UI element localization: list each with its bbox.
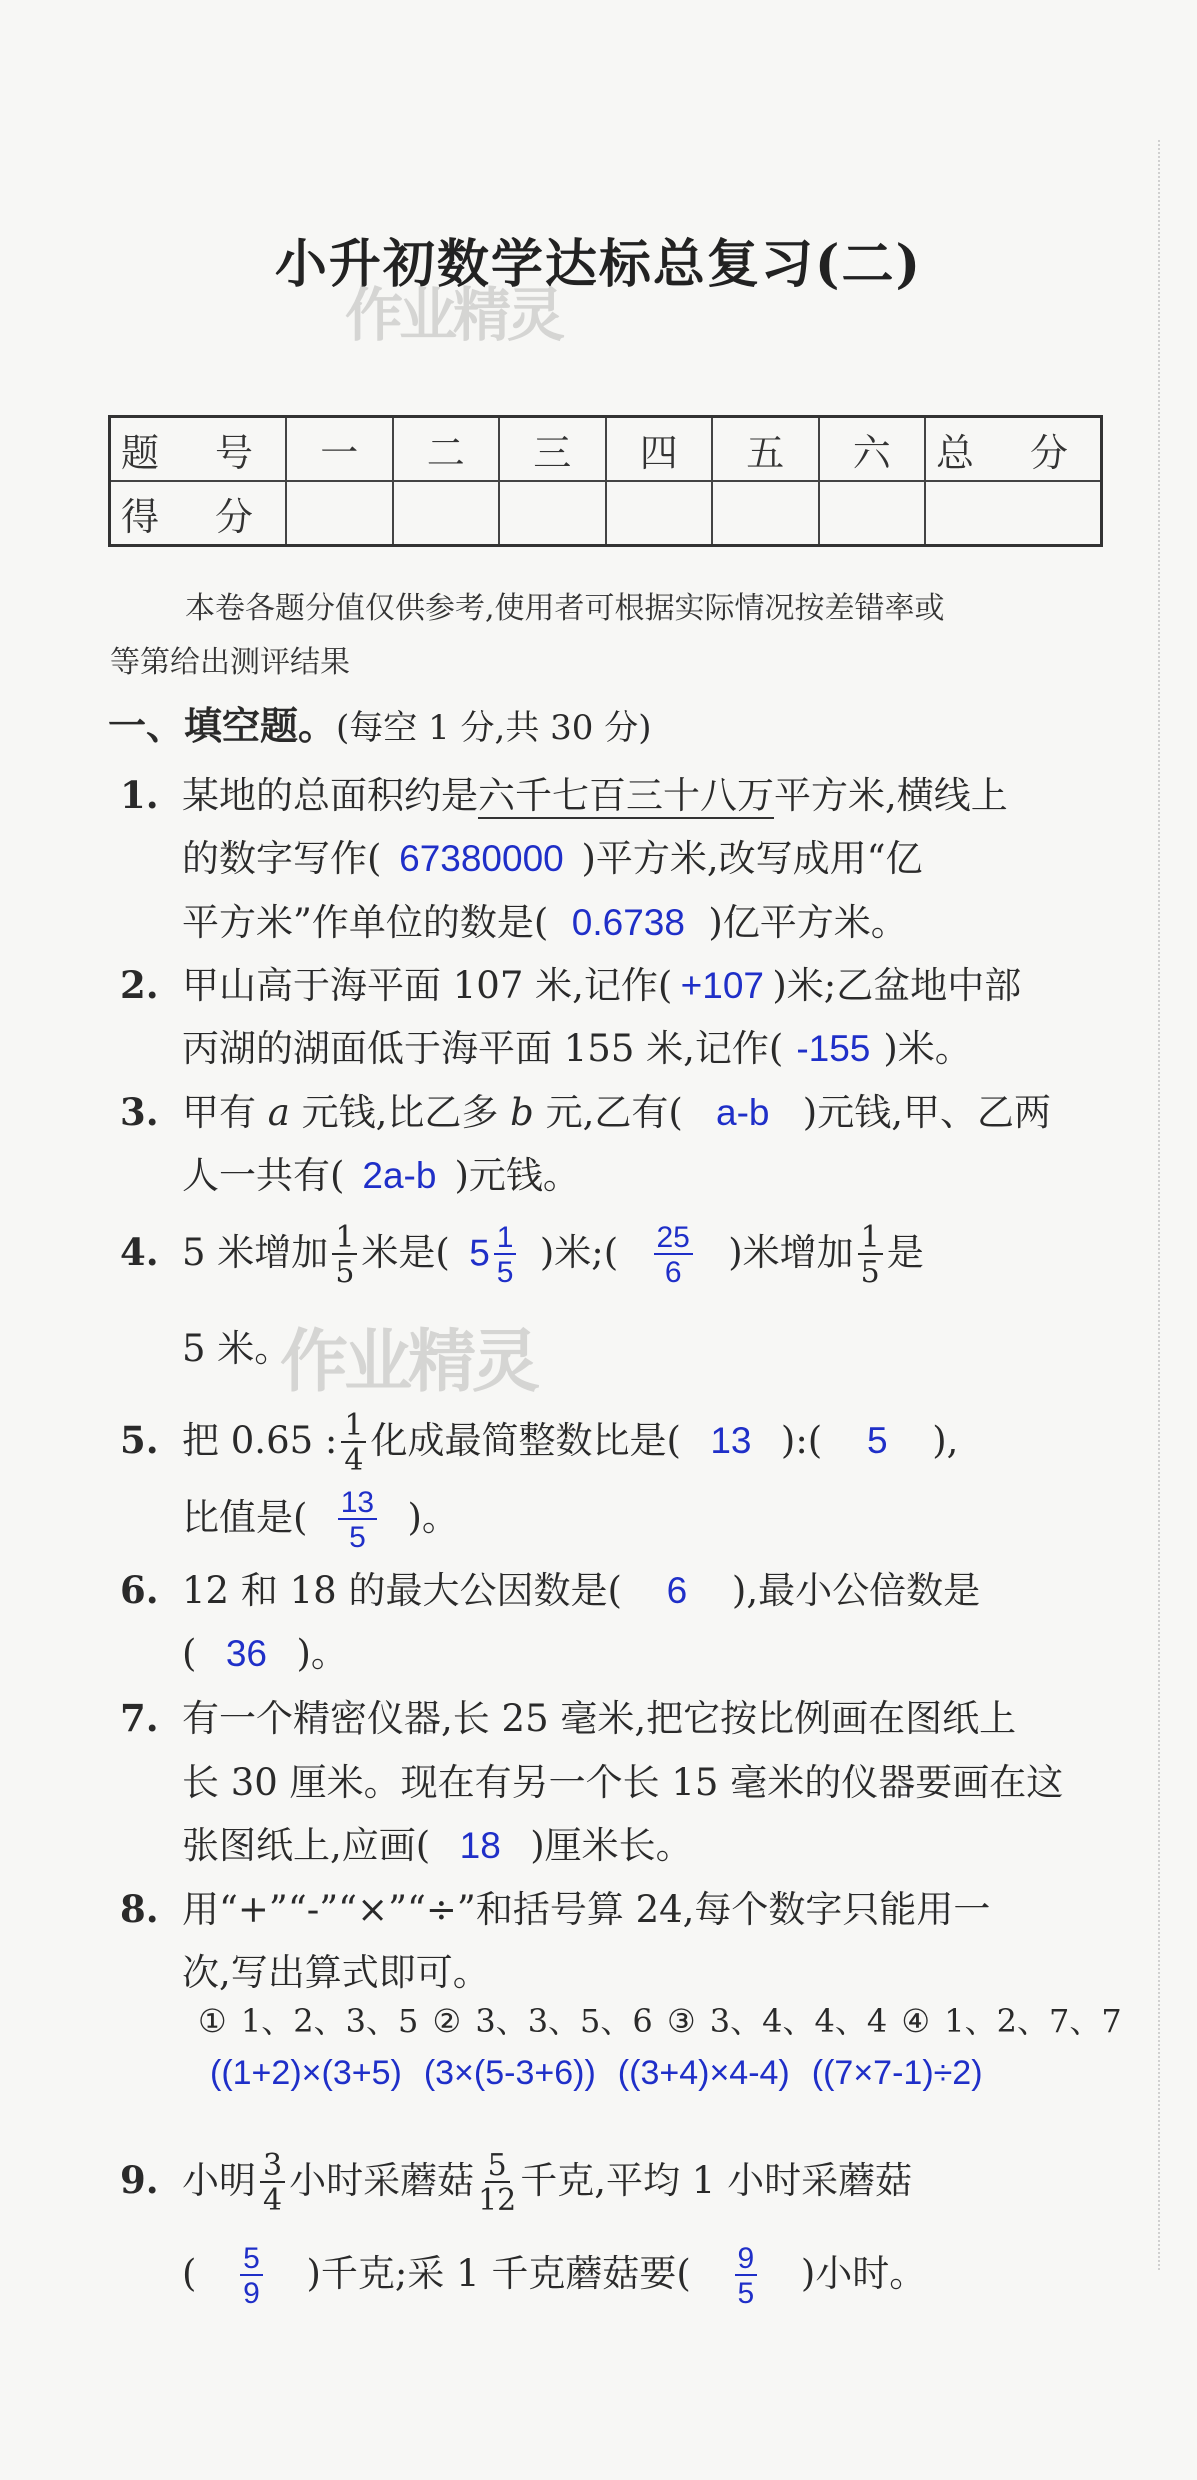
section-scoring: (每空 1 分,共 30 分)	[336, 708, 652, 748]
answer: ((7×7-1)÷2)	[811, 2054, 983, 2092]
note-line: 本卷各题分值仅供参考,使用者可根据实际情况按差错率或	[185, 591, 945, 626]
fraction	[338, 1485, 377, 1554]
numerator: 5	[485, 2151, 510, 2183]
question-text: 元钱,比乙多	[301, 1091, 499, 1134]
question-text: 元,乙有(	[545, 1091, 683, 1134]
answer: -155	[796, 1028, 871, 1069]
answer: 13	[710, 1420, 752, 1461]
question-number: 8.	[120, 1887, 159, 1931]
question-5	[120, 1410, 958, 1476]
question-line	[182, 2243, 926, 2309]
table-cell: 五	[712, 417, 819, 482]
answer: 6	[666, 1570, 688, 1611]
table-cell: 二	[393, 417, 500, 482]
question-text: (	[182, 1632, 197, 1675]
table-cell: 一	[286, 417, 393, 482]
question-number: 5.	[120, 1418, 159, 1462]
numerator: 3	[260, 2151, 285, 2183]
question-text: )厘米长。	[530, 1824, 693, 1867]
question-text: )米;(	[539, 1231, 619, 1274]
denominator: 5	[860, 1255, 880, 1290]
instruction-note	[110, 578, 1110, 640]
page-edge-divider	[1158, 140, 1160, 2270]
question-text: )平方米,改写成用“亿	[581, 837, 923, 880]
denominator: 5	[496, 1255, 514, 1289]
question-text: )米;乙盆地中部	[772, 964, 1022, 1007]
question-text: )米。	[883, 1027, 972, 1070]
question-text: )元钱。	[454, 1154, 580, 1197]
question-4	[120, 1222, 924, 1288]
denominator: 4	[263, 2183, 283, 2218]
question-text: )米增加	[728, 1231, 854, 1274]
question-text: (	[182, 2252, 197, 2295]
section-title: 一、填空题。	[108, 703, 337, 748]
question-line	[182, 1145, 580, 1199]
question-line	[182, 1487, 459, 1553]
answer: ((1+2)×(3+5)	[210, 2054, 402, 2092]
question-2	[120, 955, 1021, 1009]
numerator: 1	[341, 1411, 366, 1443]
question-number: 1.	[120, 773, 159, 817]
numerator: 25	[654, 1223, 693, 1255]
question-text: 比值是(	[182, 1496, 308, 1539]
question-text: 平方米”作单位的数是(	[182, 901, 549, 944]
instruction-note	[110, 632, 1110, 694]
question-text: 千克,平均 1 小时采蘑菇	[520, 2159, 913, 2202]
answer: 36	[225, 1633, 268, 1674]
question-text: 是	[886, 1231, 924, 1274]
question-9	[120, 2150, 912, 2216]
fraction	[494, 1220, 517, 1289]
denominator: 6	[664, 1255, 682, 1289]
numerator: 1	[858, 1223, 883, 1255]
numerator: 5	[240, 2244, 263, 2276]
answer: +107	[680, 965, 765, 1006]
question-text: 用“+”“-”“×”“÷”和括号算 24,每个数字只能用一	[182, 1888, 991, 1931]
section-heading	[108, 695, 651, 750]
denominator: 9	[243, 2276, 260, 2310]
answer	[618, 1220, 728, 1289]
question-text: 米是(	[361, 1231, 450, 1274]
question-text: 甲有	[182, 1091, 256, 1134]
question-line	[182, 828, 923, 882]
question-text: 张图纸上,应画(	[182, 1824, 431, 1867]
question-text: ):(	[780, 1419, 823, 1462]
question-line	[182, 1815, 693, 1869]
score-cell[interactable]	[606, 481, 713, 546]
answer: 2a-b	[362, 1155, 437, 1196]
fraction	[260, 2148, 285, 2218]
question-number: 4.	[120, 1230, 159, 1274]
question-3	[120, 1082, 1051, 1136]
question-line	[182, 1942, 490, 1996]
numerator: 1	[332, 1223, 357, 1255]
note-line: 等第给出测评结果	[110, 645, 350, 680]
table-cell: 题 号	[110, 417, 287, 482]
question-text: )。	[407, 1496, 459, 1539]
table-cell: 四	[606, 417, 713, 482]
question-text: 长 30 厘米。现在有另一个长 15 毫米的仪器要画在这	[182, 1761, 1064, 1804]
question-6	[120, 1560, 980, 1614]
score-cell[interactable]	[393, 481, 500, 546]
answer: 5	[866, 1420, 888, 1461]
table-cell: 六	[819, 417, 926, 482]
score-cell[interactable]	[286, 481, 393, 546]
denominator: 5	[335, 1255, 355, 1290]
score-cell[interactable]	[925, 481, 1102, 546]
question-7	[120, 1688, 1016, 1742]
question-text: 某地的总面积约是	[182, 774, 478, 817]
answer: a-b	[716, 1092, 770, 1133]
answer: 18	[459, 1825, 501, 1866]
question-text: 5 米增加	[182, 1231, 329, 1274]
answer: 0.6738	[571, 902, 685, 943]
score-cell[interactable]	[499, 481, 606, 546]
question-text: 把 0.65 :	[182, 1419, 338, 1462]
numerator: 13	[338, 1488, 377, 1520]
question-text: )元钱,甲、乙两	[802, 1091, 1051, 1134]
numerator: 1	[494, 1223, 517, 1255]
denominator: 5	[737, 2276, 755, 2310]
answer	[691, 2241, 801, 2310]
question-text: 小明	[182, 2159, 256, 2202]
question-text: 化成最简整数比是(	[370, 1419, 681, 1462]
score-table	[108, 415, 1103, 547]
question-text: 甲山高于海平面 107 米,记作(	[182, 964, 673, 1007]
fraction	[240, 2241, 263, 2310]
denominator: 5	[349, 1520, 366, 1554]
score-table-header-row	[110, 417, 1102, 482]
question-number: 7.	[120, 1696, 159, 1740]
fraction	[858, 1220, 883, 1290]
question-text: ),	[932, 1419, 959, 1462]
question-text: 丙湖的湖面低于海平面 155 米,记作(	[182, 1027, 784, 1070]
variable: a	[267, 1091, 290, 1134]
question-line	[182, 1318, 291, 1372]
table-cell: 得 分	[110, 481, 287, 546]
question-number: 2.	[120, 963, 159, 1007]
question-text: 12 和 18 的最大公因数是(	[182, 1569, 622, 1612]
fraction	[735, 2241, 758, 2310]
page-title: 小升初数学达标总复习(二)	[274, 234, 923, 295]
table-cell: 三	[499, 417, 606, 482]
underlined-text: 六千七百三十八万	[478, 774, 774, 817]
fraction	[654, 1220, 693, 1289]
answer: ((3+4)×4-4)	[617, 2054, 790, 2092]
question-1	[120, 765, 1008, 819]
question-number: 9.	[120, 2158, 159, 2202]
question-8	[120, 1879, 990, 1933]
answer: (3×(5-3+6))	[423, 2054, 596, 2092]
question-number: 6.	[120, 1568, 159, 1612]
question-text: 5 米。	[182, 1327, 292, 1370]
question-text: 有一个精密仪器,长 25 毫米,把它按比例画在图纸上	[182, 1697, 1017, 1740]
question-line	[182, 892, 908, 946]
question-text: 次,写出算式即可。	[182, 1951, 490, 1994]
denominator: 12	[478, 2183, 517, 2218]
fraction	[332, 1220, 357, 1290]
watermark: 作业精灵	[280, 1323, 537, 1402]
question-line	[182, 1752, 1063, 1806]
question-text: )小时。	[800, 2252, 927, 2295]
question-text: 平方米,横线上	[774, 774, 1008, 817]
numerator: 9	[735, 2244, 758, 2276]
expression-answers	[210, 2054, 1005, 2093]
question-text: 人一共有(	[182, 1154, 345, 1197]
score-cell[interactable]	[712, 481, 819, 546]
score-cell[interactable]	[819, 481, 926, 546]
answer	[307, 1485, 407, 1554]
question-text: )。	[296, 1632, 348, 1675]
fraction	[341, 1408, 366, 1478]
question-text: ),最小公倍数是	[731, 1569, 981, 1612]
answer	[196, 2241, 306, 2310]
question-line	[182, 1018, 972, 1072]
table-cell: 总 分	[925, 417, 1102, 482]
fraction	[478, 2148, 517, 2218]
question-text: )亿平方米。	[708, 901, 908, 944]
answer	[450, 1220, 540, 1289]
question-number: 3.	[120, 1090, 159, 1134]
score-table-score-row	[110, 481, 1102, 546]
question-text: )千克;采 1 千克蘑菇要(	[306, 2252, 691, 2295]
question-text: 小时采蘑菇	[289, 2159, 475, 2202]
question-text: 的数字写作(	[182, 837, 382, 880]
number-options: ① 1、2、3、5 ② 3、3、5、6 ③ 3、4、4、4 ④ 1、2、7、7	[198, 2002, 1122, 2040]
question-line	[182, 1623, 348, 1677]
answer-whole: 5	[469, 1232, 490, 1273]
denominator: 4	[344, 1443, 364, 1478]
answer: 67380000	[399, 838, 564, 879]
watermark: 作业精灵	[345, 281, 562, 349]
variable: b	[510, 1091, 534, 1134]
